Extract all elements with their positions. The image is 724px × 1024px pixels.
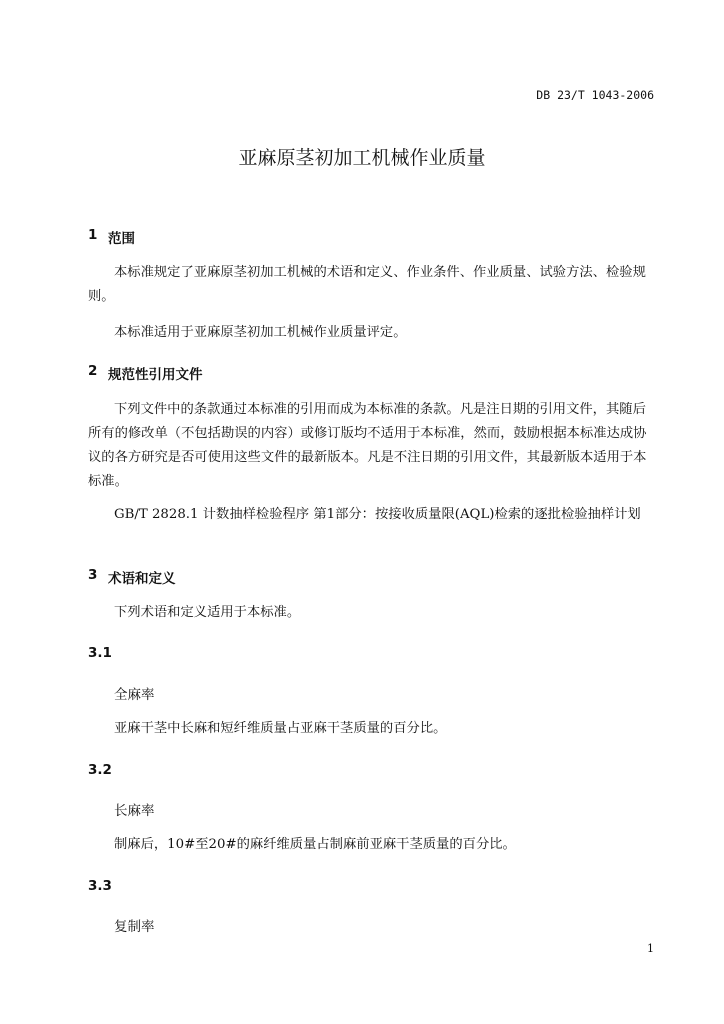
term-3-3-name: 复制率 — [114, 919, 155, 935]
term-3-2-number: 3.2 — [88, 762, 112, 778]
term-3-3-number: 3.3 — [88, 878, 112, 894]
section-1-heading: 范围 — [108, 231, 135, 247]
section-3-number: 3 — [88, 567, 98, 583]
page-number: 1 — [647, 942, 654, 955]
document-title: 亚麻原茎初加工机械作业质量 — [238, 147, 486, 169]
term-3-1-number: 3.1 — [88, 645, 112, 661]
section-2-number: 2 — [88, 363, 98, 379]
term-3-1-definition: 亚麻干茎中长麻和短纤维质量占亚麻干茎质量的百分比。 — [114, 721, 447, 736]
standard-number: DB 23/T 1043-2006 — [536, 88, 654, 102]
normative-reference: GB/T 2828.1 计数抽样检验程序 第1部分：按接收质量限(AQL)检索的逐批检验抽样计划 — [114, 507, 641, 522]
term-3-1-name: 全麻率 — [114, 687, 155, 703]
section-2-heading: 规范性引用文件 — [108, 367, 203, 383]
section-3-heading: 术语和定义 — [108, 571, 176, 587]
section-1-paragraph-1: 本标准规定了亚麻原茎初加工机械的术语和定义、作业条件、作业质量、试验方法、检验规则。 — [88, 265, 646, 304]
section-2-paragraph-1: 下列文件中的条款通过本标准的引用而成为本标准的条款。凡是注日期的引用文件，其随后所有的修改单（不包括勘误的内容）或修订版均不适用于本标准，然而，鼓励根据本标准达成协议的各方研究是否可使用这些文件的最新版本。凡是不注日期的引用文件，其最新版本适用于本标准。 — [88, 402, 647, 489]
term-3-2-definition: 制麻后，10#至20#的麻纤维质量占制麻前亚麻干茎质量的百分比。 — [114, 837, 516, 852]
section-1-number: 1 — [88, 227, 98, 243]
section-3-paragraph-1: 下列术语和定义适用于本标准。 — [114, 605, 301, 620]
section-1-paragraph-2: 本标准适用于亚麻原茎初加工机械作业质量评定。 — [114, 325, 407, 340]
term-3-2-name: 长麻率 — [114, 803, 155, 819]
